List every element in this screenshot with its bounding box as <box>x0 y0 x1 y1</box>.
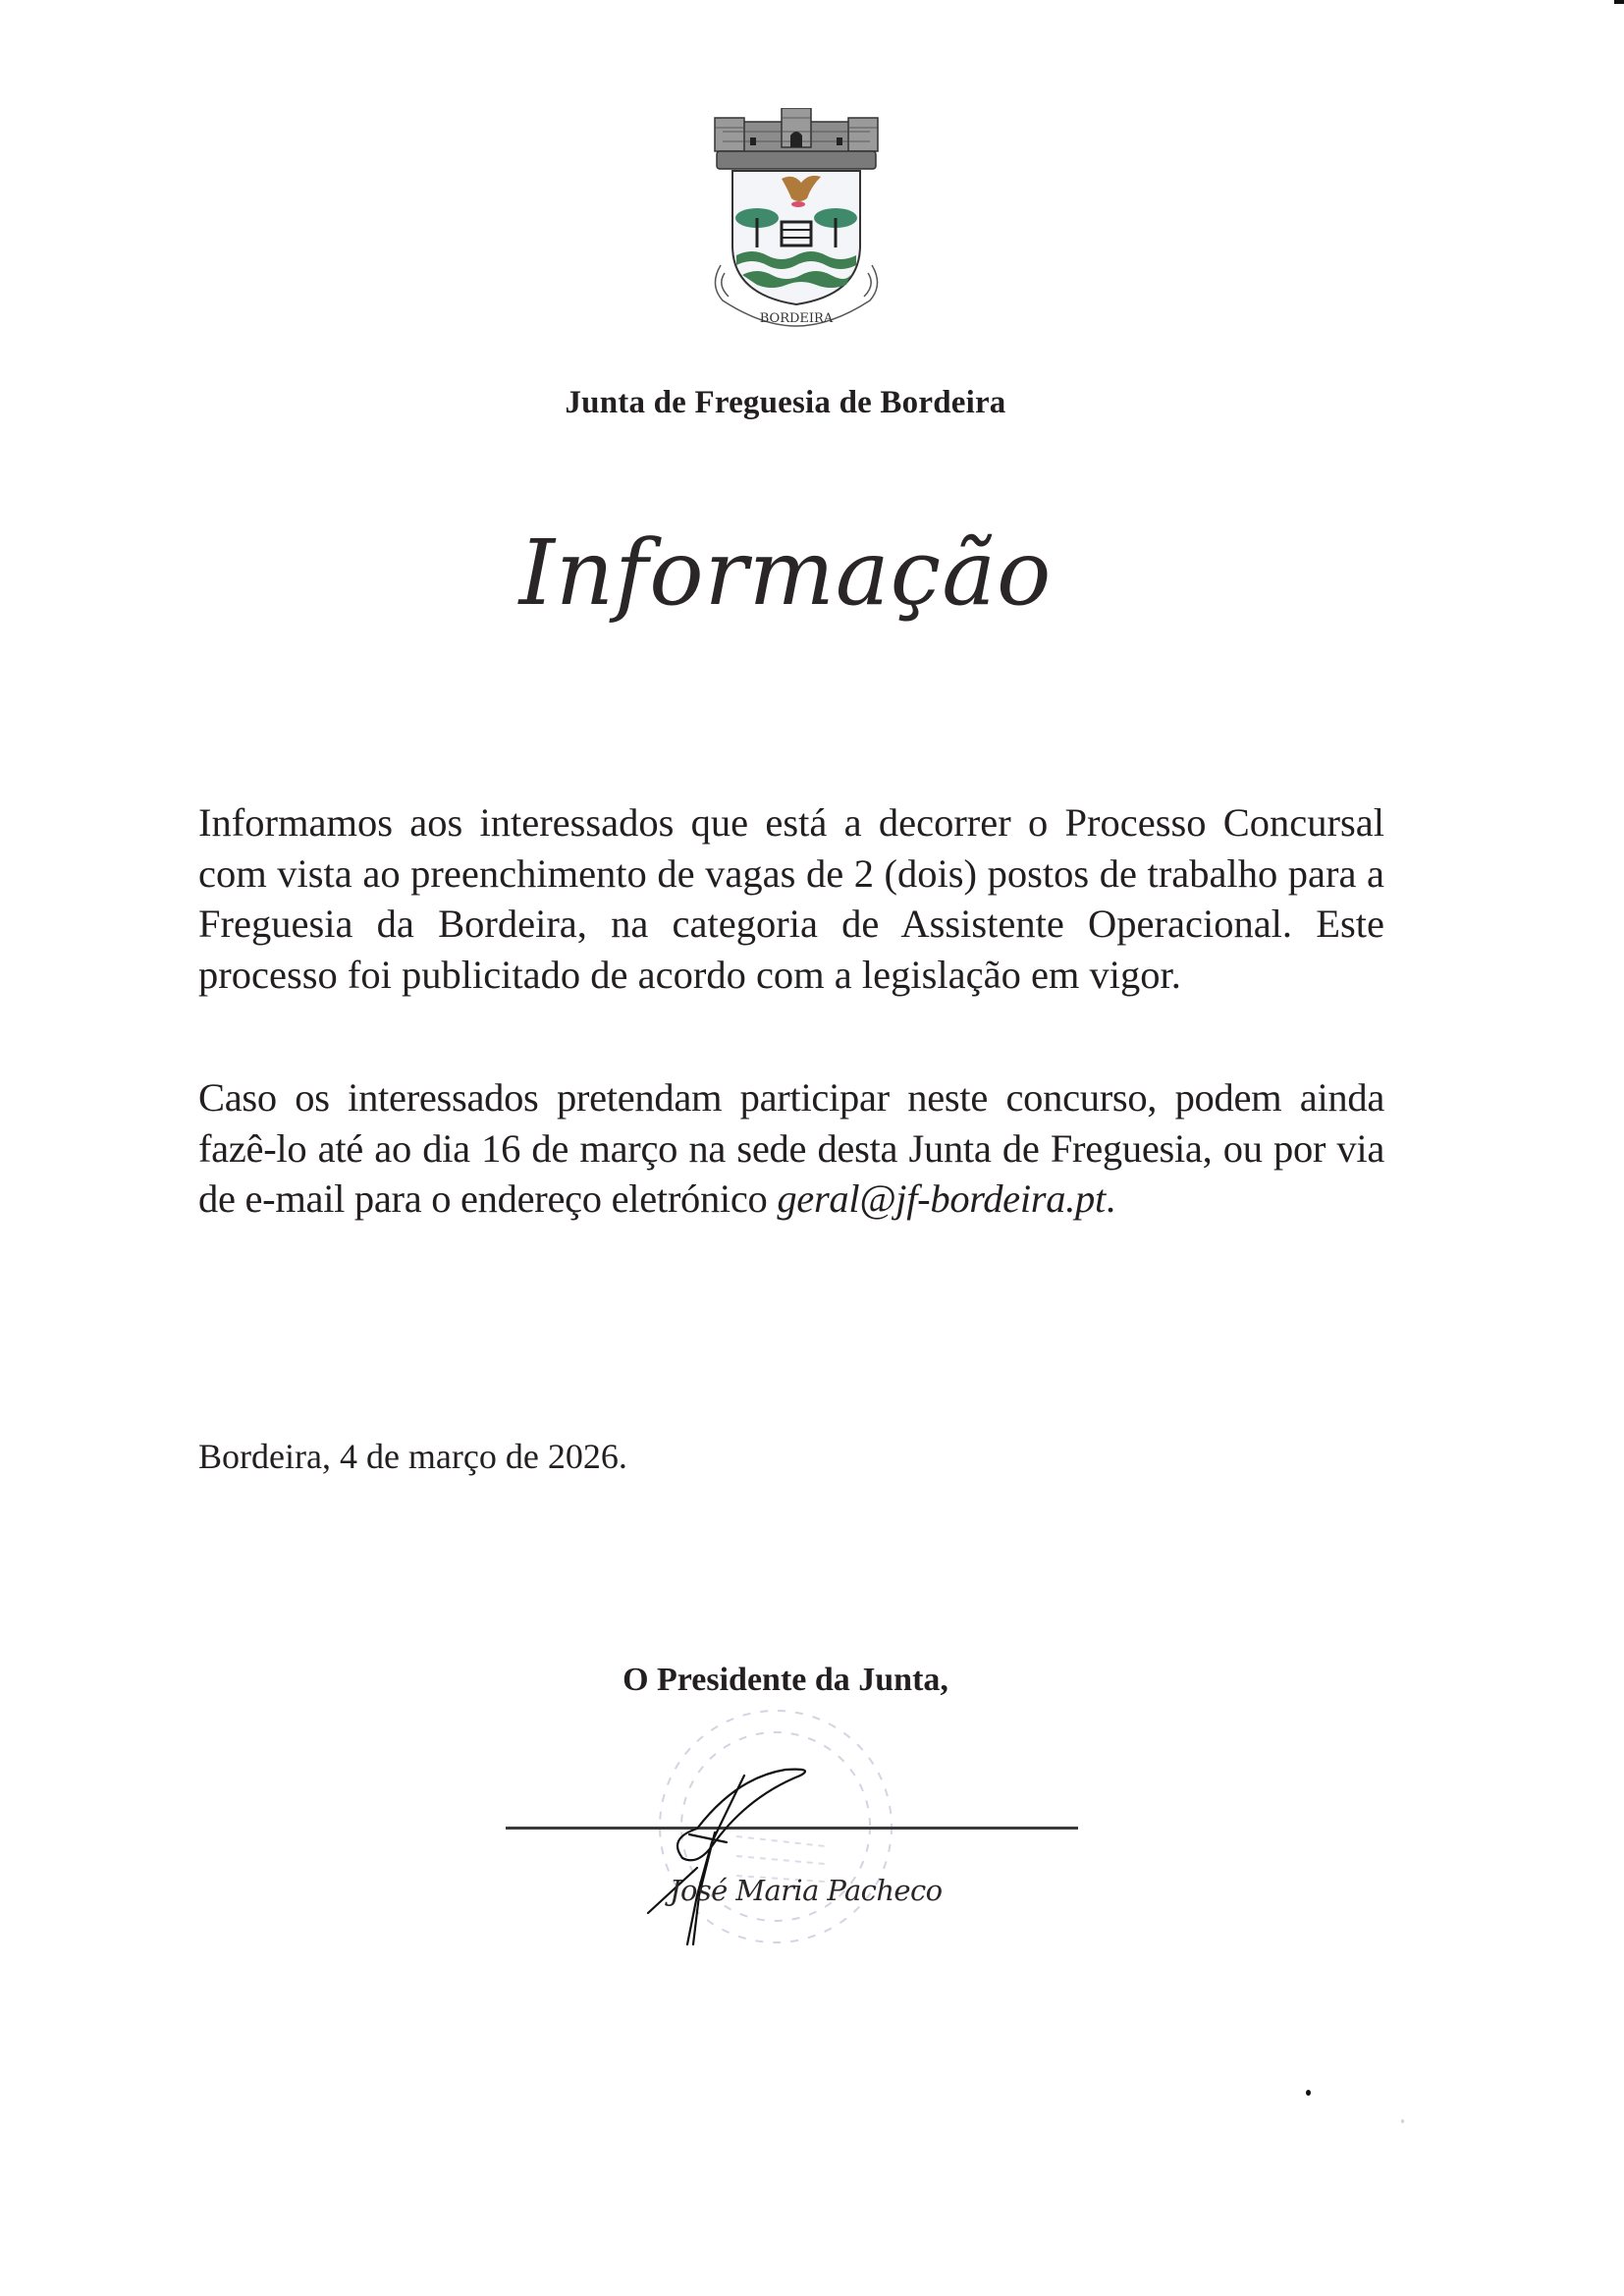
handwritten-signature <box>628 1748 854 1954</box>
organization-name: Junta de Freguesia de Bordeira <box>565 385 1006 420</box>
signer-name: José Maria Pacheco <box>670 1874 943 1907</box>
bordeira-coat-of-arms-logo <box>703 108 890 329</box>
document-title: Informação <box>518 520 1053 626</box>
scan-speck <box>1401 2119 1404 2123</box>
body-paragraph-2 <box>198 1072 1384 1225</box>
paragraph-2-end: . <box>1105 1176 1115 1221</box>
paragraph-2-text: Caso os interessados pretendam participar neste concurso, podem ainda fazê-lo até ao dia 16 de março na sede desta Junta de Freguesia, ou por via de e-mail para o endereço eletrónico <box>198 1075 1384 1221</box>
signer-role: O Presidente da Junta, <box>623 1662 948 1698</box>
mural-crown-icon <box>715 108 878 169</box>
crest-motto: BORDEIRA <box>759 311 834 326</box>
place-and-date: Bordeira, 4 de março de 2026. <box>198 1437 627 1476</box>
body-paragraph-1: Informamos aos interessados que está a decorrer o Processo Concursal com vista ao preenchimento de vagas de 2 (dois) postos de trabalho para a Freguesia da Bordeira, na categoria de Assistente Operacional. Este processo foi publicitado de acordo com a legislação em vigor. <box>198 800 1384 997</box>
scan-edge-mark <box>1614 0 1624 4</box>
contact-email-link[interactable]: geral@jf-bordeira.pt <box>777 1176 1106 1221</box>
scan-speck <box>1306 2090 1311 2096</box>
